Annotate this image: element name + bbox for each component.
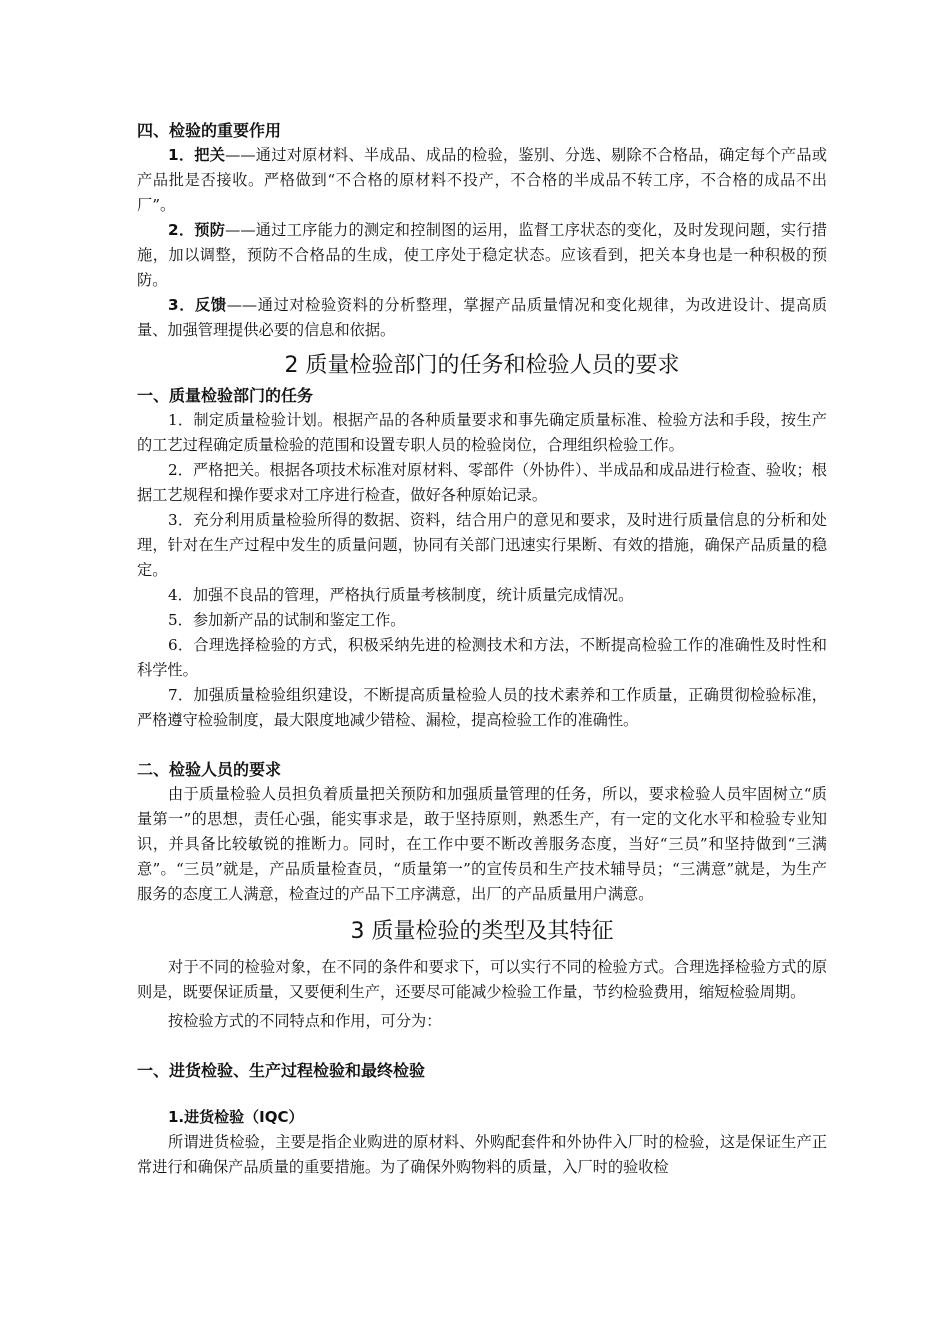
subsection-heading: 1.进货检验（IQC） xyxy=(168,1108,304,1126)
section-heading: 一、质量检验部门的任务 xyxy=(137,386,314,405)
paragraph: 对于不同的检验对象，在不同的条件和要求下，可以实行不同的检验方式。合理选择检验方式的原则是，既要保证质量，又要便利生产，还要尽可能减少检验工作量，节约检验费用，缩短检验周期。 xyxy=(137,958,827,1001)
paragraph: 6．合理选择检验的方式，积极采纳先进的检测技术和方法，不断提高检验工作的准确性及时性和科学性。 xyxy=(137,636,827,679)
paragraph: 所谓进货检验，主要是指企业购进的原材料、外购配套件和外协件入厂时的检验，这是保证生产正常进行和确保产品质量的重要措施。为了确保外购物料的质量，入厂时的验收检 xyxy=(137,1133,827,1176)
paragraph: 4．加强不良品的管理，严格执行质量考核制度，统计质量完成情况。 xyxy=(168,586,634,604)
paragraph: 按检验方式的不同特点和作用，可分为： xyxy=(168,1012,442,1030)
item-text: ——通过对原材料、半成品、成品的检验，鉴别、分选、剔除不合格品，确定每个产品或产品批是否接收。严格做到“不合格的原材料不投产，不合格的半成品不转工序，不合格的成品不出厂”。 xyxy=(137,146,828,214)
item-text: ——通过对检验资料的分析整理，掌握产品质量情况和变化规律，为改进设计、提高质量、加强管理提供必要的信息和依据。 xyxy=(137,296,828,339)
paragraph: 3．充分利用质量检验所得的数据、资料，结合用户的意见和要求，及时进行质量信息的分析和处理，针对在生产过程中发生的质量问题，协同有关部门迅速实行果断、有效的措施，确保产品质量的稳定。 xyxy=(137,511,827,579)
paragraph: 2．严格把关。根据各项技术标准对原材料、零部件（外协件）、半成品和成品进行检查、验收；根据工艺规程和操作要求对工序进行检查，做好各种原始记录。 xyxy=(137,461,827,504)
paragraph xyxy=(137,293,827,343)
section-heading: 二、检验人员的要求 xyxy=(137,760,282,779)
item-text: ——通过工序能力的测定和控制图的运用，监督工序状态的变化，及时发现问题，实行措施，加以调整，预防不合格品的生成，使工序处于稳定状态。应该看到，把关本身也是一种积极的预防。 xyxy=(137,221,828,289)
paragraph xyxy=(137,143,827,218)
paragraph xyxy=(137,218,827,293)
chapter-title: 3 质量检验的类型及其特征 xyxy=(350,919,614,944)
section-heading: 一、进货检验、生产过程检验和最终检验 xyxy=(137,1061,426,1080)
section-heading: 四、检验的重要作用 xyxy=(137,121,282,140)
paragraph: 5．参加新产品的试制和鉴定工作。 xyxy=(168,611,406,629)
item-lead: 2．预防 xyxy=(168,221,226,239)
paragraph: 1．制定质量检验计划。根据产品的各种质量要求和事先确定质量标准、检验方法和手段，按生产的工艺过程确定质量检验的范围和设置专职人员的检验岗位，合理组织检验工作。 xyxy=(137,411,827,454)
item-lead: 1．把关 xyxy=(168,146,226,164)
paragraph: 由于质量检验人员担负着质量把关预防和加强质量管理的任务，所以，要求检验人员牢固树立“质量第一”的思想，责任心强，能实事求是，敢于坚持原则，熟悉生产，有一定的文化水平和检验专业知识，并具备比较敏锐的推断力。同时，在工作中要不断改善服务态度，当好“三员”和坚持做到“三满意”。“三员”就是，产品质量检查员，“质量第一”的宣传员和生产技术辅导员；“三满意”就是，为生产服务的态度工人满意，检查过的产品下工序满意，出厂的产品质量用户满意。 xyxy=(137,785,827,903)
document-page xyxy=(137,118,827,1180)
chapter-title: 2 质量检验部门的任务和检验人员的要求 xyxy=(284,353,680,378)
item-lead: 3．反馈 xyxy=(168,296,227,314)
paragraph: 7．加强质量检验组织建设，不断提高质量检验人员的技术素养和工作质量，正确贯彻检验标准，严格遵守检验制度，最大限度地减少错检、漏检，提高检验工作的准确性。 xyxy=(137,686,827,729)
